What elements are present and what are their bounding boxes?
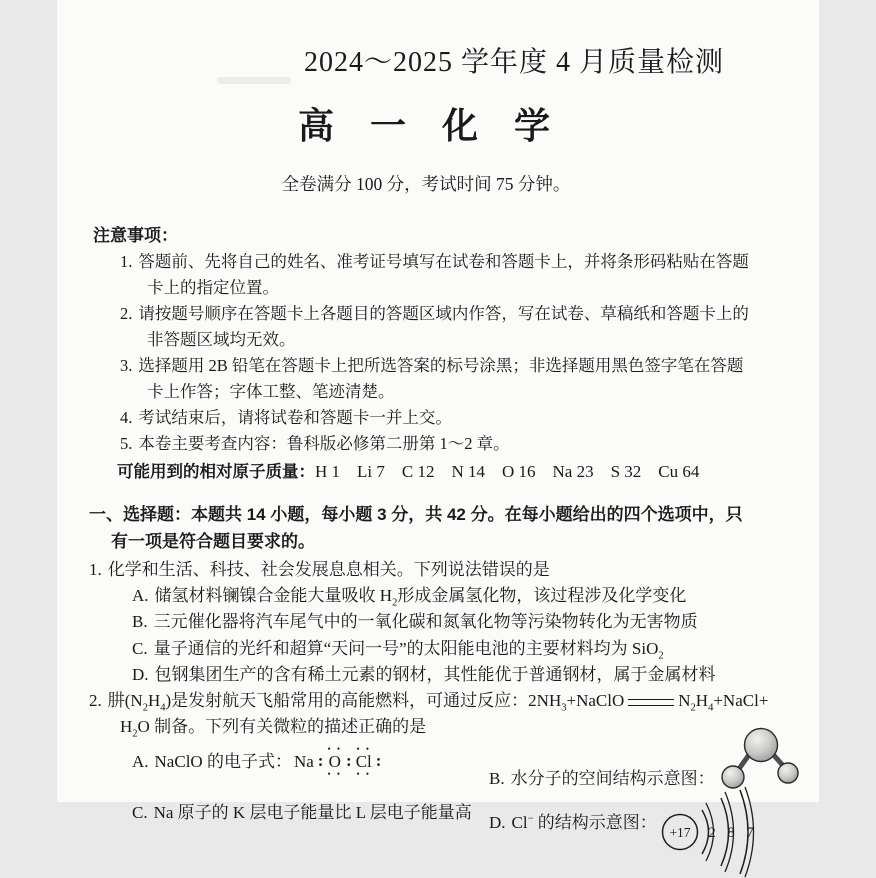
lewis-bond-pair: : — [375, 751, 382, 771]
question-2 — [89, 688, 819, 846]
lone-pair-dots: • • — [356, 769, 371, 780]
notice-item-number: 2. — [120, 304, 133, 323]
option-label: C. — [132, 803, 148, 823]
option-a — [132, 583, 819, 609]
option-text: Na 原子的 K 层电子能量比 L 层电子能量高 — [153, 803, 472, 823]
notice-item — [120, 405, 759, 431]
option-text: 包钢集团生产的含有稀土元素的钢材，其性能优于普通钢材，属于金属材料 — [154, 664, 716, 684]
atomic-masses-line — [117, 459, 819, 485]
notice-item-number: 1. — [120, 252, 133, 271]
option-text: NaClO 的电子式： — [154, 752, 292, 772]
question-1 — [89, 557, 819, 688]
question-stem-text: 化学和生活、科技、社会发展息息相关。下列说法错误的是 — [107, 560, 550, 579]
question-number: 1. — [89, 560, 102, 579]
notice-item-text: 请按题号顺序在答题卡上各题目的答题区域内作答，写在试卷、草稿纸和答题卡上的非答题区域均无效。 — [138, 304, 749, 349]
question-number: 2. — [89, 691, 102, 711]
lewis-bond-pair: : — [346, 751, 352, 771]
notice-item — [120, 353, 759, 405]
shell-electron-count: 2 — [708, 825, 716, 842]
exam-paper-page — [57, 0, 819, 842]
option-d — [132, 662, 819, 688]
option-text: 量子通信的光纤和超算“天问一号”的太阳能电池的主要材料均为 SiO$_2$ — [153, 638, 664, 661]
lewis-atom-chlorine: • • Cl • • — [355, 744, 372, 780]
notice-item-number: 3. — [120, 356, 133, 375]
question-2-stem-line2: $H_2O$ 制备。下列有关微粒的描述正确的是 — [120, 717, 427, 740]
lewis-atom-oxygen: • • O • • — [327, 744, 343, 780]
lewis-sodium: Na — [293, 752, 314, 772]
notice-item — [120, 431, 759, 457]
water-molecule-diagram — [719, 726, 805, 792]
option-label: C. — [132, 638, 148, 658]
shell-electron-count: 8 — [727, 825, 735, 842]
section-one-heading: 一、选择题：本题共 14 小题，每小题 3 分，共 42 分。在每小题给出的四个选项中，只有一项是符合题目要求的。 — [89, 505, 743, 551]
question-1-stem — [89, 557, 819, 583]
notice-heading: 注意事项： — [93, 226, 178, 245]
score-duration-note: 全卷满分 100 分，考试时间 75 分钟。 — [281, 174, 571, 194]
chloride-ion-structure-diagram — [659, 786, 763, 878]
atomic-masses-values: H 1 Li 7 C 12 N 14 O 16 Na 23 S 32 Cu 64 — [315, 462, 700, 481]
option-label: D. — [489, 813, 506, 833]
option-label: A. — [132, 752, 149, 772]
question-2-options-row-2 — [132, 800, 819, 846]
lewis-bond-pair: : — [317, 751, 324, 771]
option-c — [132, 636, 819, 662]
option-d — [489, 800, 819, 846]
notice-item — [120, 301, 759, 353]
question-1-options — [132, 583, 819, 688]
lone-pair-dots: • • — [327, 744, 343, 755]
option-text: Cl− 的结构示意图： — [511, 813, 657, 833]
notice-item-number: 5. — [120, 434, 133, 453]
option-a — [132, 746, 489, 778]
question-stem-text: 肼$(N_2H_4)$是发射航天飞船常用的高能燃料，可通过反应：$2NH_3+NaClO$ $N_2H_4+NaCl+$ — [107, 691, 769, 714]
notice-item-text: 选择题用 2B 铅笔在答题卡上把所选答案的标号涂黑；非选择题用黑色签字笔在答题卡上作答；字体工整、笔迹清楚。 — [138, 356, 744, 401]
option-label: B. — [132, 612, 148, 632]
lone-pair-dots: • • — [327, 769, 343, 780]
notice-item-text: 本卷主要考查内容：鲁科版必修第二册第 1～2 章。 — [138, 434, 510, 453]
atomic-masses-label: 可能用到的相对原子质量： — [117, 463, 315, 481]
notice-item — [120, 249, 759, 301]
shell-electron-count: 7 — [746, 825, 754, 842]
notice-item-number: 4. — [120, 408, 133, 427]
option-label: D. — [132, 664, 149, 684]
option-label: B. — [489, 769, 505, 789]
option-c — [132, 800, 489, 826]
subject-title: 高 一 化 学 — [297, 106, 550, 146]
option-text: 水分子的空间结构示意图： — [510, 769, 715, 789]
nucleus-charge-label: +17 — [669, 825, 691, 841]
option-label: A. — [132, 586, 149, 605]
notice-section — [93, 222, 819, 485]
notice-item-text: 考试结束后，请将试卷和答题卡一并上交。 — [138, 408, 452, 427]
notice-item-text: 答题前、先将自己的姓名、准考证号填写在试卷和答题卡上，并将条形码粘贴在答题卡上的指定位置。 — [138, 252, 749, 297]
option-text: 储氢材料镧镍合金能大量吸收 $H_2$形成金属氢化物，该过程涉及化学变化 — [154, 586, 687, 609]
question-2-stem-line1 — [89, 688, 819, 714]
lone-pair-dots: • • — [356, 744, 371, 755]
option-text: 三元催化器将汽车尾气中的一氧化碳和氮氧化物等污染物转化为无害物质 — [153, 612, 698, 632]
exam-session-title: 2024～2025 学年度 4 月质量检测 — [303, 47, 724, 78]
option-b — [132, 609, 819, 635]
electron-dot-formula — [294, 746, 385, 778]
questions-section — [89, 501, 819, 846]
